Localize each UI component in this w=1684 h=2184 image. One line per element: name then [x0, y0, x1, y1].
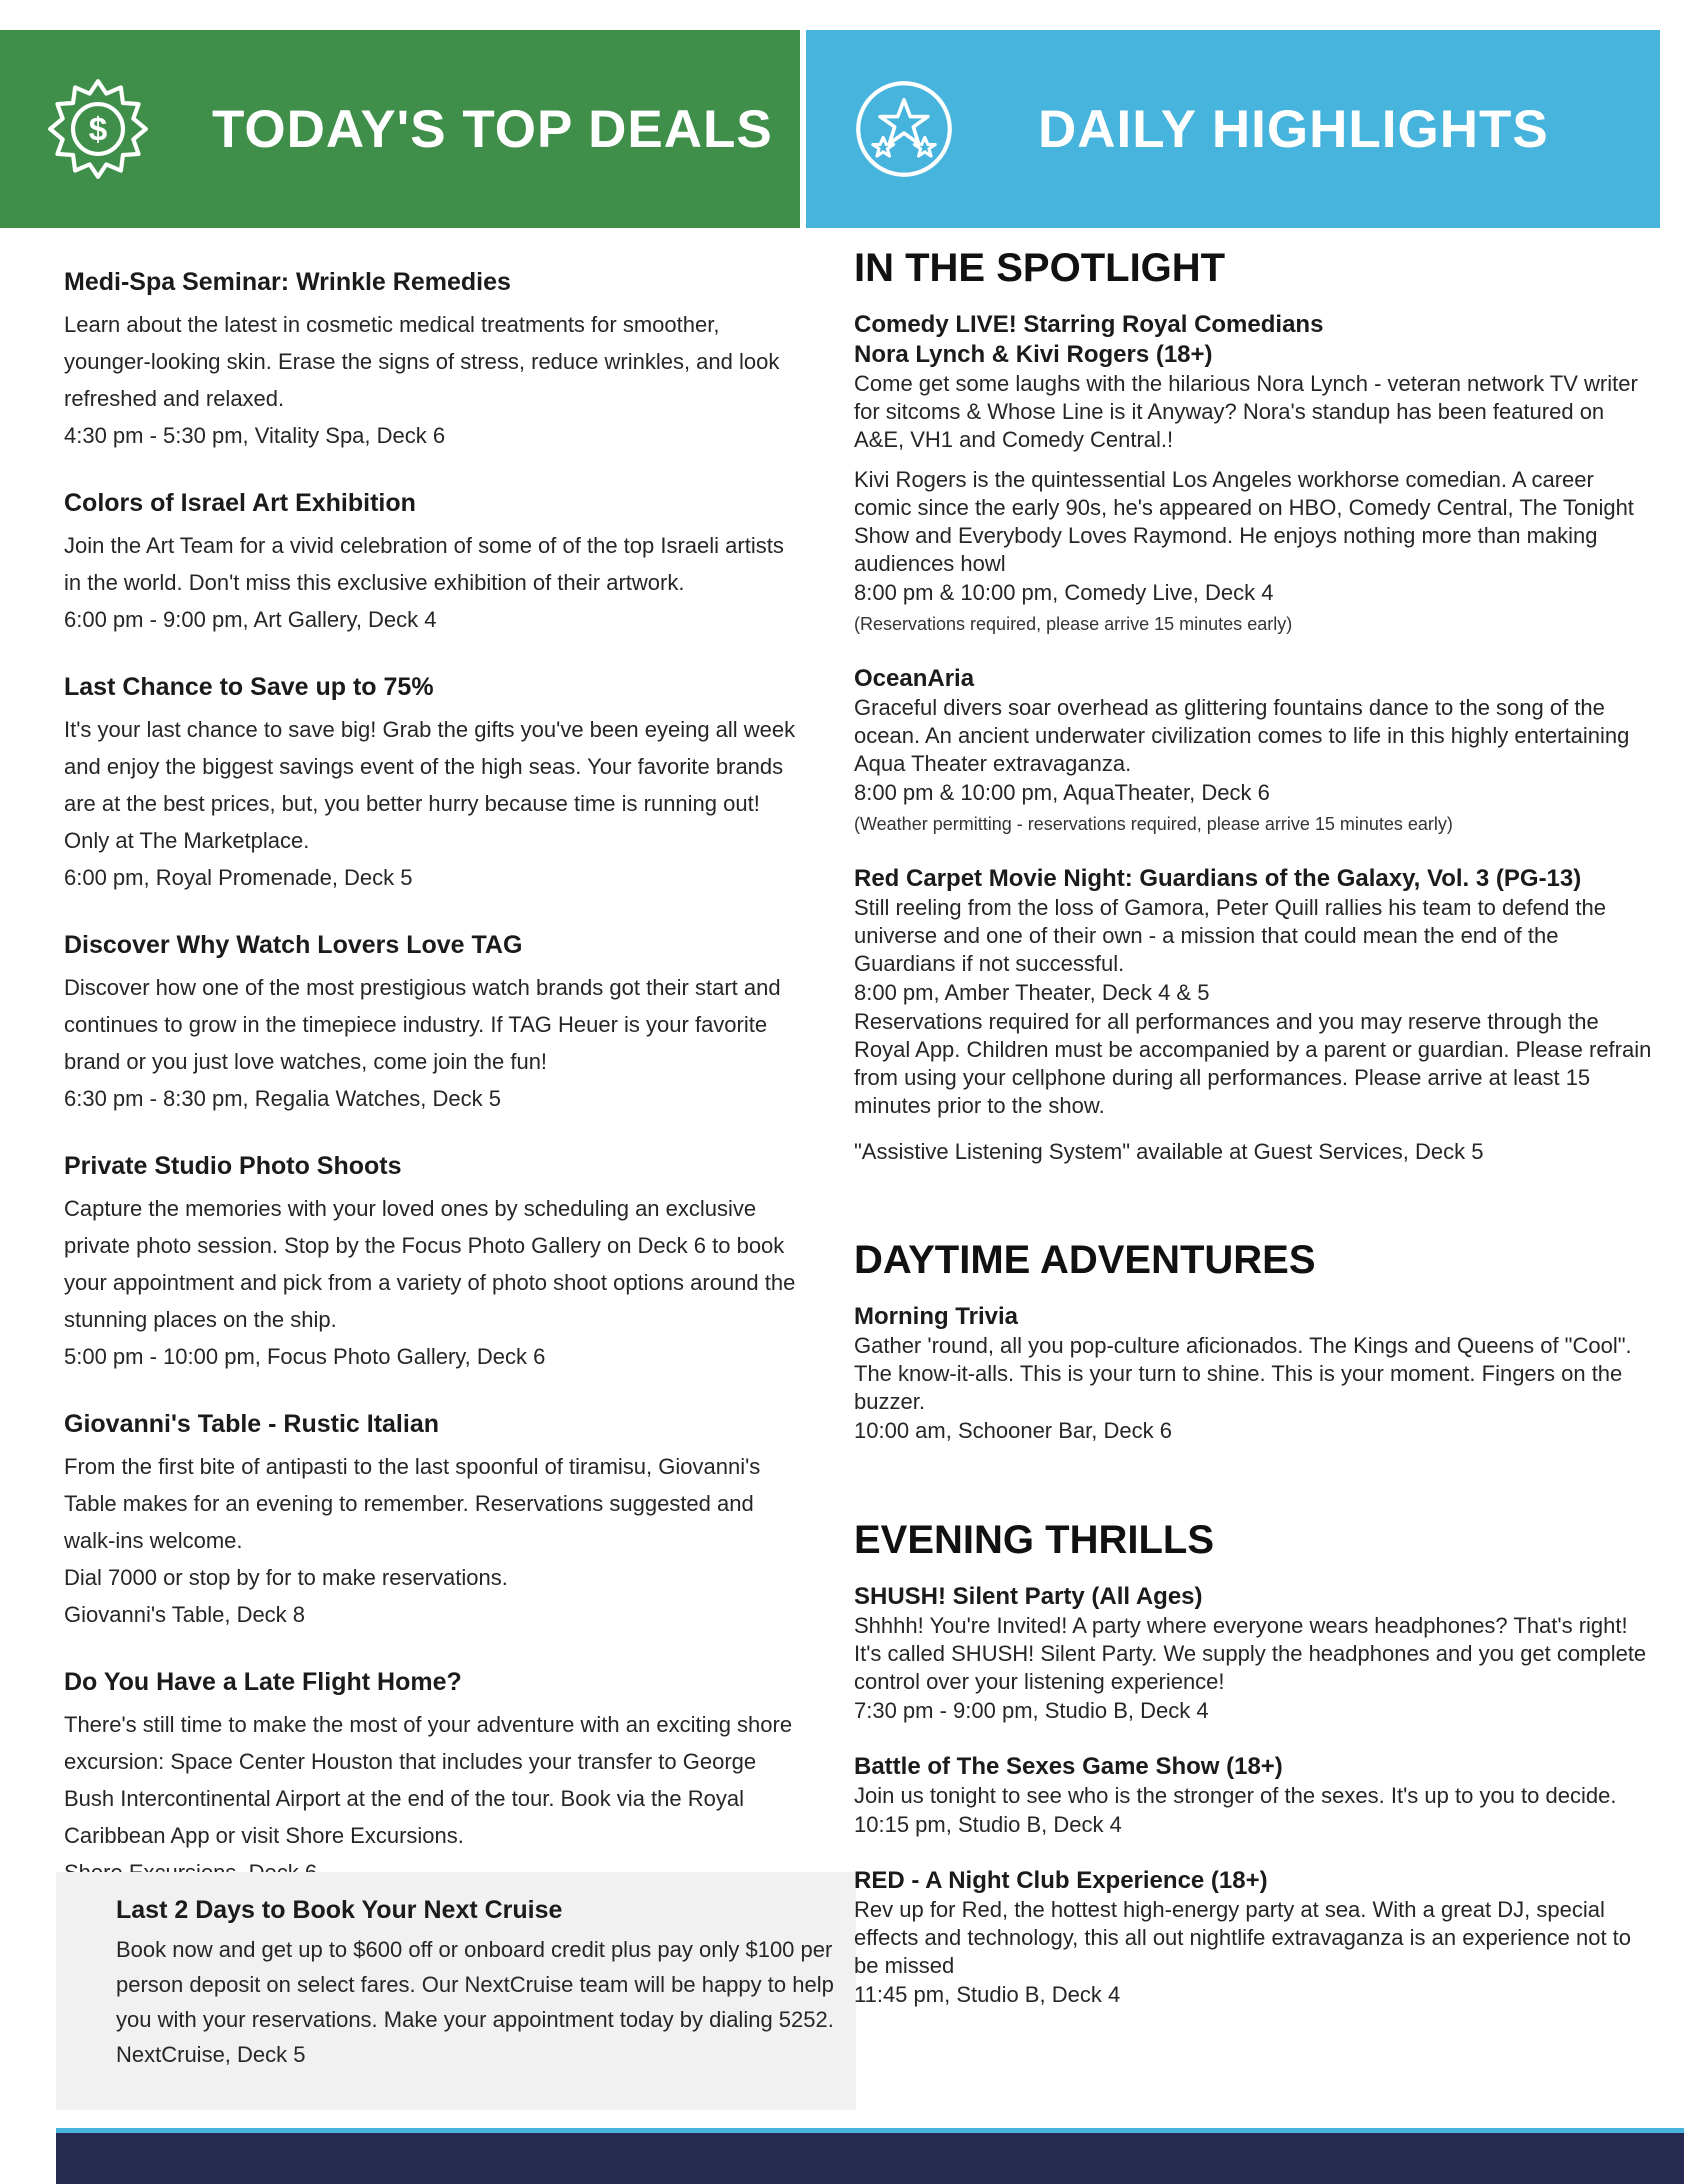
deal-last-chance-save	[64, 671, 804, 896]
deal-time-location: 5:00 pm - 10:00 pm, Focus Photo Gallery, Deck 6	[64, 1344, 546, 1369]
top-deals-banner	[0, 30, 800, 228]
event-time-location: 10:00 am, Schooner Bar, Deck 6	[854, 1418, 1172, 1443]
event-time-location: 11:45 pm, Studio B, Deck 4	[854, 1982, 1121, 2007]
event-time-location: 8:00 pm, Amber Theater, Deck 4 & 5	[854, 980, 1210, 1005]
promo-location: NextCruise, Deck 5	[116, 2042, 306, 2067]
top-deals-column	[64, 266, 804, 1924]
event-comedy-live	[854, 310, 1654, 638]
performance-fine-print: Reservations required for all performances and you may reserve through the Royal App. Children must be accompanied by a parent or guardian. Please refrain from using your cellphone during all performances. Please arrive at least 15 minutes prior to the show.	[854, 1009, 1652, 1118]
deal-time-location: Giovanni's Table, Deck 8	[64, 1602, 306, 1627]
event-time-location: 8:00 pm & 10:00 pm, Comedy Live, Deck 4	[854, 580, 1274, 605]
daily-highlights-column	[854, 244, 1654, 2036]
event-title: RED - A Night Club Experience (18+)	[854, 1867, 1268, 1894]
daytime-heading: DAYTIME ADVENTURES	[854, 1238, 1316, 1282]
deal-title: Private Studio Photo Shoots	[64, 1152, 402, 1180]
event-description: Graceful divers soar overhead as glittering fountains dance to the song of the ocean. An ancient underwater civilization comes to life in this highly entertaining Aqua Theater extravaganza.	[854, 695, 1630, 776]
next-cruise-promo	[56, 1872, 856, 2110]
event-red-nightclub	[854, 1866, 1654, 2010]
event-description: Still reeling from the loss of Gamora, Peter Quill rallies his team to defend the universe and one of their own - a mission that could mean the end of the Guardians if not successful.	[854, 895, 1607, 976]
event-description: Come get some laughs with the hilarious Nora Lynch - veteran network TV writer for sitcoms & Whose Line is it Anyway? Nora's standup has been featured on A&E, VH1 and Comedy Central.!	[854, 371, 1638, 452]
daily-highlights-banner	[806, 30, 1660, 228]
deal-description: Join the Art Team for a vivid celebration of some of of the top Israeli artists in the world. Don't miss this exclusive exhibition of their artwork.	[64, 533, 784, 595]
event-title: SHUSH! Silent Party (All Ages)	[854, 1583, 1203, 1610]
deal-description: Capture the memories with your loved ones by scheduling an exclusive private photo session. Stop by the Focus Photo Gallery on Deck 6 to book your appointment and pick from a variety of photo shoot options around the stunning places on the ship.	[64, 1196, 796, 1332]
event-title: Morning Trivia	[854, 1303, 1019, 1330]
deal-photo-shoots	[64, 1150, 804, 1375]
event-title: OceanAria	[854, 665, 975, 692]
event-description: Join us tonight to see who is the stronger of the sexes. It's up to you to decide.	[854, 1783, 1617, 1808]
deal-giovannis-table	[64, 1408, 804, 1633]
deal-title: Giovanni's Table - Rustic Italian	[64, 1410, 439, 1438]
stars-circle-icon	[852, 77, 956, 181]
event-note: (Weather permitting - reservations required, please arrive 15 minutes early)	[854, 814, 1453, 834]
deal-description: Learn about the latest in cosmetic medical treatments for smoother, younger-looking skin. Erase the signs of stress, reduce wrinkles, and look refreshed and relaxed.	[64, 312, 780, 411]
deal-tag-watches	[64, 929, 804, 1117]
event-title: Comedy LIVE! Starring Royal Comedians	[854, 311, 1324, 338]
daily-highlights-title: DAILY HIGHLIGHTS	[1038, 99, 1549, 159]
deal-medi-spa	[64, 266, 804, 454]
event-subtitle: Nora Lynch & Kivi Rogers (18+)	[854, 341, 1213, 368]
event-note: (Reservations required, please arrive 15 minutes early)	[854, 614, 1293, 634]
spotlight-heading: IN THE SPOTLIGHT	[854, 246, 1226, 290]
deal-time-location: 6:30 pm - 8:30 pm, Regalia Watches, Deck 5	[64, 1086, 501, 1111]
event-time-location: 10:15 pm, Studio B, Deck 4	[854, 1812, 1122, 1837]
deal-title: Medi-Spa Seminar: Wrinkle Remedies	[64, 268, 511, 296]
promo-description: Book now and get up to $600 off or onboard credit plus pay only $100 per person deposit on select fares. Our NextCruise team will be happy to help you with your reservations. Make your appointment today by dialing 5252.	[116, 1937, 834, 2032]
deal-time-location: 6:00 pm, Royal Promenade, Deck 5	[64, 865, 413, 890]
event-title: Red Carpet Movie Night: Guardians of the Galaxy, Vol. 3 (PG-13)	[854, 865, 1582, 892]
evening-heading: EVENING THRILLS	[854, 1518, 1215, 1562]
event-description: Rev up for Red, the hottest high-energy party at sea. With a great DJ, special effects and technology, this all out nightlife extravaganza is an experience not to be missed	[854, 1897, 1632, 1978]
top-deals-title: TODAY'S TOP DEALS	[212, 99, 773, 159]
event-time-location: 7:30 pm - 9:00 pm, Studio B, Deck 4	[854, 1698, 1209, 1723]
event-battle-of-sexes	[854, 1752, 1654, 1840]
deal-title: Do You Have a Late Flight Home?	[64, 1668, 462, 1696]
event-description: Shhhh! You're Invited! A party where everyone wears headphones? That's right! It's called SHUSH! Silent Party. We supply the headphones and you get complete control over your listening experience!	[854, 1613, 1647, 1694]
deal-title: Last Chance to Save up to 75%	[64, 673, 434, 701]
deal-description: There's still time to make the most of your adventure with an exciting shore excursion: Space Center Houston that includes your transfer to George Bush Intercontinental Airport at the end of the tour. Book via the Royal Caribbean App or visit Shore Excursions.	[64, 1712, 793, 1848]
dollar-badge-icon	[46, 77, 150, 181]
footer-bar	[56, 2133, 1684, 2184]
deal-art-exhibition	[64, 487, 804, 638]
event-description-2: Kivi Rogers is the quintessential Los Angeles workhorse comedian. A career comic since the early 90s, he's appeared on HBO, Comedy Central, The Tonight Show and Everybody Loves Raymond. He enjoys nothing more than making audiences howl	[854, 467, 1634, 576]
deal-extra: Dial 7000 or stop by for to make reservations.	[64, 1565, 508, 1590]
event-morning-trivia	[854, 1302, 1654, 1446]
deal-description: From the first bite of antipasti to the last spoonful of tiramisu, Giovanni's Table makes for an evening to remember. Reservations suggested and walk-ins welcome.	[64, 1454, 761, 1553]
promo-title: Last 2 Days to Book Your Next Cruise	[116, 1896, 563, 1924]
assistive-listening-note: "Assistive Listening System" available at Guest Services, Deck 5	[854, 1139, 1484, 1164]
deal-time-location: 6:00 pm - 9:00 pm, Art Gallery, Deck 4	[64, 607, 437, 632]
deal-description: Discover how one of the most prestigious watch brands got their start and continues to grow in the timepiece industry. If TAG Heuer is your favorite brand or you just love watches, come join the fun!	[64, 975, 781, 1074]
event-oceanaria	[854, 664, 1654, 838]
svg-text:$: $	[88, 111, 108, 149]
event-time-location: 8:00 pm & 10:00 pm, AquaTheater, Deck 6	[854, 780, 1270, 805]
event-description: Gather 'round, all you pop-culture aficionados. The Kings and Queens of "Cool". The know-it-alls. This is your turn to shine. This is your moment. Fingers on the buzzer.	[854, 1333, 1632, 1414]
event-title: Battle of The Sexes Game Show (18+)	[854, 1753, 1283, 1780]
deal-description: It's your last chance to save big! Grab the gifts you've been eyeing all week and enjoy the biggest savings event of the high seas. Your favorite brands are at the best prices, but, you better hurry because time is running out! Only at The Marketplace.	[64, 717, 796, 853]
deal-time-location: 4:30 pm - 5:30 pm, Vitality Spa, Deck 6	[64, 423, 446, 448]
event-shush-party	[854, 1582, 1654, 1726]
deal-title: Colors of Israel Art Exhibition	[64, 489, 416, 517]
deal-late-flight	[64, 1666, 804, 1891]
deal-title: Discover Why Watch Lovers Love TAG	[64, 931, 523, 959]
event-movie-night	[854, 864, 1654, 1166]
